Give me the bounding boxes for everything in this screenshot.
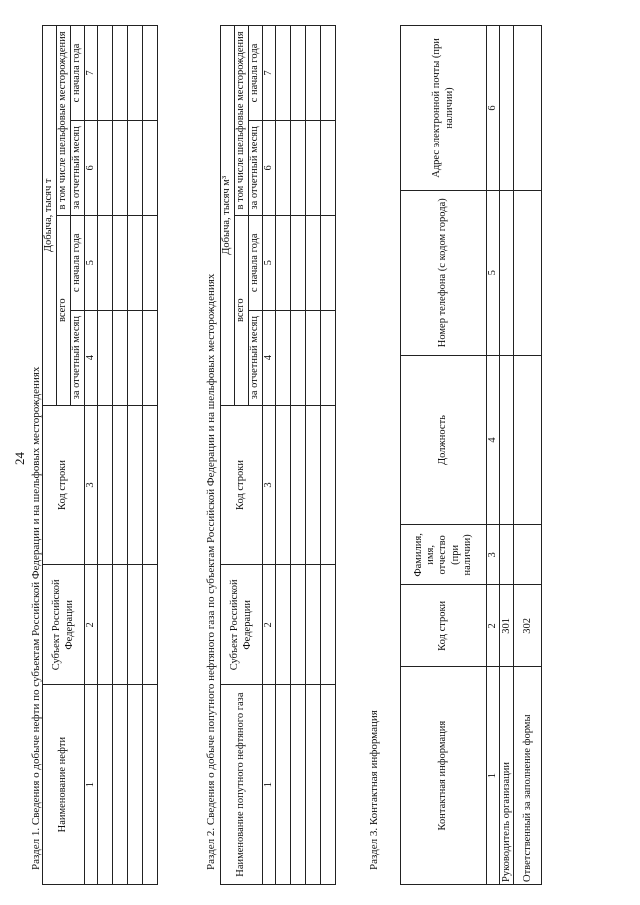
page-number: 24 xyxy=(12,452,27,465)
s3-header-position: Должность xyxy=(401,355,487,525)
s2-year-shelf: с начала года xyxy=(249,26,263,121)
s2-shelf: в том числе шельфовые месторождения xyxy=(235,26,249,216)
s2-production: Добыча, тысяч м³ xyxy=(221,26,235,406)
section1-title: Раздел 1. Сведения о добыче нефти по субъектам Российской Федерации и на шельфовых месторождениях xyxy=(30,366,42,870)
section3-table xyxy=(400,25,542,885)
s1-production: Добыча, тысяч т xyxy=(43,26,57,406)
s3-row-code: 301 xyxy=(500,585,514,667)
s1-num: 5 xyxy=(85,215,98,310)
s3-num: 2 xyxy=(487,585,500,667)
s2-empty-row xyxy=(291,26,306,885)
s1-num: 7 xyxy=(85,26,98,121)
s2-col-name: Наименование попутного нефтяного газа xyxy=(221,685,263,885)
section2-title: Раздел 2. Сведения о добыче попутного нефтяного газа по субъектам Российской Федерации и на шельфовых месторождениях xyxy=(205,273,217,870)
s1-empty-row xyxy=(128,26,143,885)
s3-num: 5 xyxy=(487,190,500,355)
s3-row-label: Ответственный за заполнение формы xyxy=(514,667,542,885)
s2-num: 4 xyxy=(263,310,276,405)
s1-shelf: в том числе шельфовые месторождения xyxy=(57,26,71,216)
s3-header-code: Код строки xyxy=(401,585,487,667)
s1-year-shelf: с начала года xyxy=(71,26,85,121)
s1-empty-row xyxy=(113,26,128,885)
s1-col-name: Наименование нефти xyxy=(43,685,85,885)
s2-year-total: с начала года xyxy=(249,215,263,310)
s2-num: 1 xyxy=(263,685,276,885)
s2-month-total: за отчетный месяц xyxy=(249,310,263,405)
s1-col-code: Код строки xyxy=(43,405,85,565)
s3-row-label: Руководитель организации xyxy=(500,667,514,885)
s1-year-total: с начала года xyxy=(71,215,85,310)
s3-header-email: Адрес электронной почты (при наличии) xyxy=(401,26,487,191)
s1-empty-row xyxy=(143,26,158,885)
s2-col-code: Код строки xyxy=(221,405,263,565)
s1-num: 1 xyxy=(85,685,98,885)
s1-col-subject: Субъект Российской Федерации xyxy=(43,565,85,685)
s2-col-subject: Субъект Российской Федерации xyxy=(221,565,263,685)
s2-total: всего xyxy=(235,215,249,405)
s1-month-shelf: за отчетный месяц xyxy=(71,120,85,215)
s3-header-phone: Номер телефона (с кодом города) xyxy=(401,190,487,355)
s2-empty-row xyxy=(321,26,336,885)
s3-num: 1 xyxy=(487,667,500,885)
s3-num: 4 xyxy=(487,355,500,525)
s1-num: 6 xyxy=(85,120,98,215)
s1-empty-row xyxy=(98,26,113,885)
s2-empty-row xyxy=(276,26,291,885)
section3-title: Раздел 3. Контактная информация xyxy=(368,710,380,870)
s1-month-total: за отчетный месяц xyxy=(71,310,85,405)
s1-num: 2 xyxy=(85,565,98,685)
s2-num: 5 xyxy=(263,215,276,310)
s2-num: 7 xyxy=(263,26,276,121)
s2-num: 3 xyxy=(263,405,276,565)
s2-num: 6 xyxy=(263,120,276,215)
s3-row-responsible xyxy=(514,26,542,885)
s3-header-fio: Фамилия, имя, отчество (при наличии) xyxy=(401,525,487,585)
s3-num: 3 xyxy=(487,525,500,585)
section1-table xyxy=(42,25,158,885)
s1-num: 3 xyxy=(85,405,98,565)
s1-total: всего xyxy=(57,215,71,405)
s2-month-shelf: за отчетный месяц xyxy=(249,120,263,215)
s2-num: 2 xyxy=(263,565,276,685)
s3-header-contact: Контактная информация xyxy=(401,667,487,885)
s3-row-code: 302 xyxy=(514,585,542,667)
section2-table xyxy=(220,25,336,885)
s3-row-head xyxy=(500,26,514,885)
s3-num: 6 xyxy=(487,26,500,191)
s2-empty-row xyxy=(306,26,321,885)
s1-num: 4 xyxy=(85,310,98,405)
